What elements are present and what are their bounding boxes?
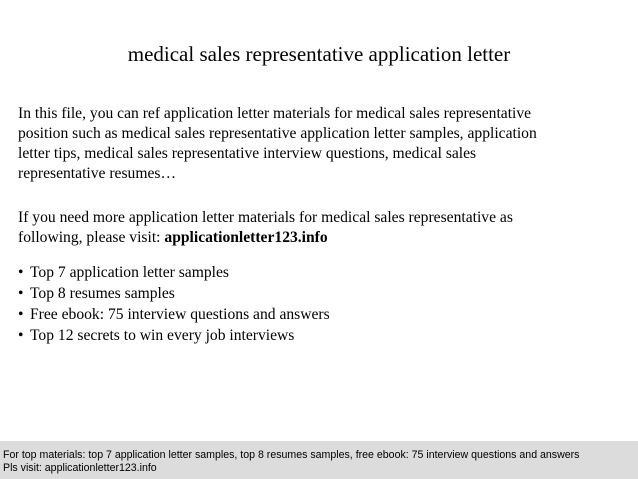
bullet-icon: • [18, 327, 24, 344]
footer-bar [0, 441, 638, 479]
list-item [18, 325, 330, 346]
footer-line: Pls visit: applicationletter123.info [3, 462, 157, 474]
more-line-visit [18, 228, 630, 248]
bullet-list [18, 262, 330, 346]
list-item [18, 304, 330, 325]
intro-line: letter tips, medical sales representative interview questions, medical sales [18, 145, 477, 162]
intro-line: position such as medical sales representative application letter samples, application [18, 125, 537, 142]
bullet-icon: • [18, 285, 24, 302]
bullet-icon: • [18, 264, 24, 281]
list-item [18, 283, 330, 304]
list-item-text: Top 8 resumes samples [30, 285, 175, 302]
intro-line: In this file, you can ref application letter materials for medical sales representative [18, 105, 532, 122]
list-item-text: Top 7 application letter samples [30, 264, 229, 281]
visit-prefix: following, please visit: [18, 229, 165, 246]
more-line: If you need more application letter materials for medical sales representative as [18, 209, 513, 226]
list-item-text: Top 12 secrets to win every job interviews [30, 327, 295, 344]
list-item-text: Free ebook: 75 interview questions and answers [30, 306, 330, 323]
website-link[interactable]: applicationletter123.info [164, 229, 328, 246]
bullet-icon: • [18, 306, 24, 323]
intro-line: representative resumes… [18, 165, 177, 182]
list-item [18, 262, 330, 283]
page-title: medical sales representative application letter [127, 42, 511, 66]
more-materials-paragraph [18, 208, 630, 248]
intro-paragraph [18, 104, 630, 184]
footer-line: For top materials: top 7 application letter samples, top 8 resumes samples, free ebook: 75 interview questions and answers [3, 449, 580, 461]
